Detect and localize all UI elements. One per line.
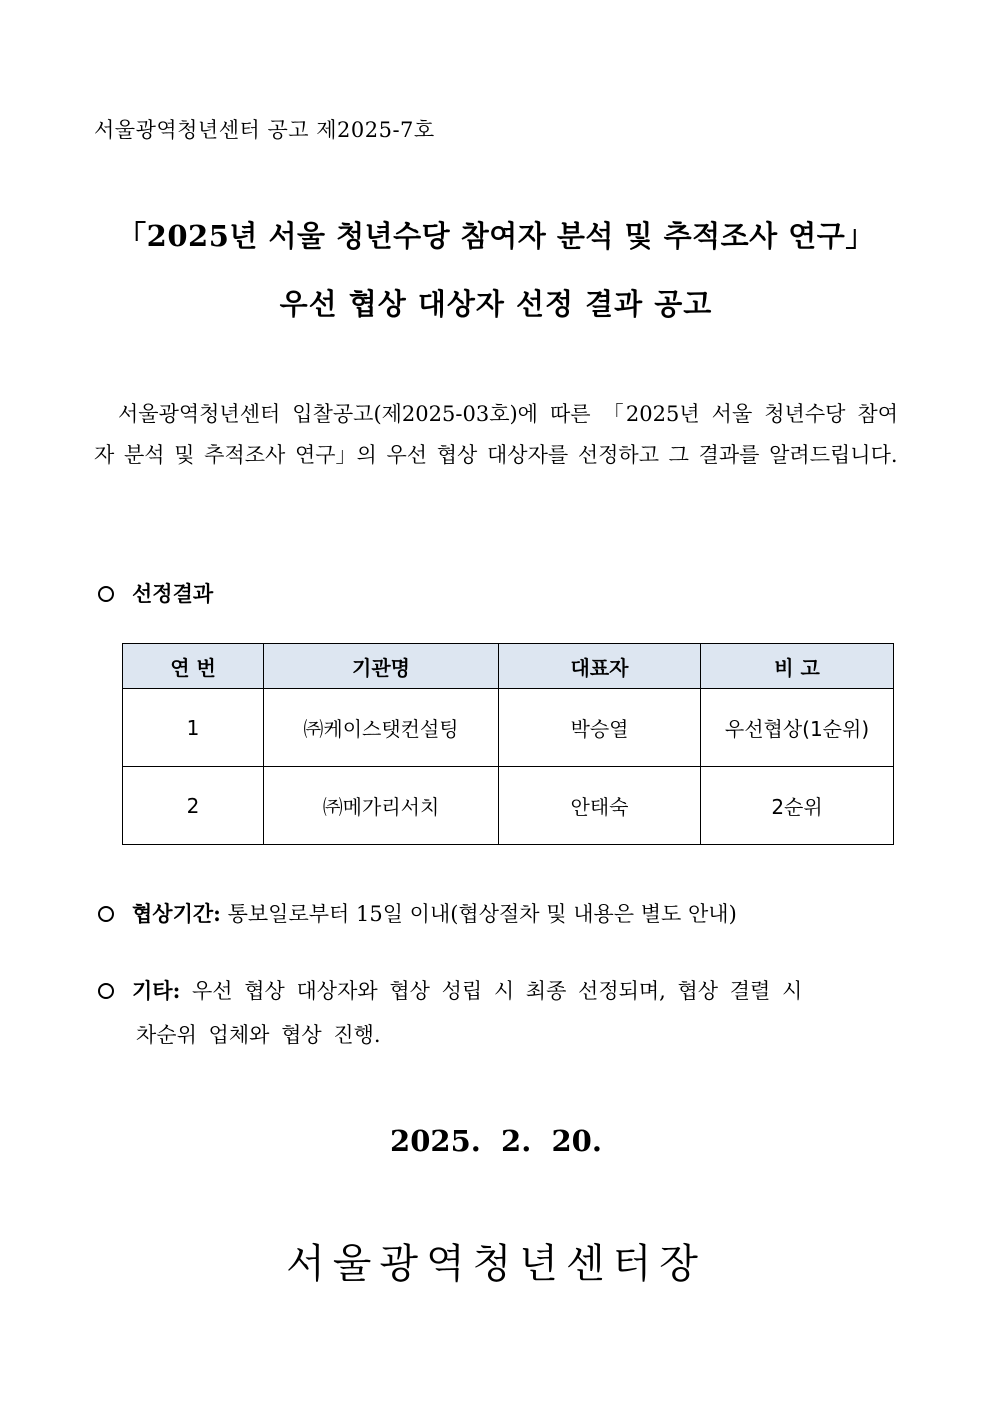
table-header-row (123, 644, 894, 689)
circle-bullet-icon (98, 586, 114, 602)
document-title-line2: 우선 협상 대상자 선정 결과 공고 (279, 287, 713, 321)
cell-serial: 1 (123, 689, 264, 767)
notice-date: 2025. 2. 20. (390, 1124, 602, 1158)
section-result (98, 578, 213, 608)
document-title-line1: 「2025년 서울 청년수당 참여자 분석 및 추적조사 연구」 (117, 219, 875, 253)
section-other-text-line2: 차순위 업체와 협상 진행. (136, 1023, 381, 1047)
section-other-label: 기타: (132, 978, 181, 1003)
section-period (98, 898, 737, 928)
section-period-text: 통보일로부터 15일 이내(협상절차 및 내용은 별도 안내) (227, 902, 737, 926)
cell-organization: ㈜케이스탯컨설팅 (264, 689, 499, 767)
cell-representative: 박승열 (499, 689, 701, 767)
issuing-organization: 서울광역청년센터장 (286, 1241, 706, 1287)
circle-bullet-icon (98, 983, 114, 999)
section-other-text-line1: 우선 협상 대상자와 협상 성립 시 최종 선정되며, 협상 결렬 시 (192, 979, 803, 1003)
notice-number: 서울광역청년센터 공고 제2025-7호 (94, 118, 435, 142)
circle-bullet-icon (98, 906, 114, 922)
header-representative: 대표자 (499, 644, 701, 689)
section-other (98, 975, 898, 1049)
intro-paragraph: 서울광역청년센터 입찰공고(제2025-03호)에 따른 「2025년 서울 청년수당 참여자 분석 및 추적조사 연구」의 우선 협상 대상자를 선정하고 그 결과를 알려드립니다. (94, 402, 898, 467)
cell-remarks: 우선협상(1순위) (701, 689, 894, 767)
cell-serial: 2 (123, 767, 264, 845)
section-period-label: 협상기간: (132, 901, 221, 926)
header-organization: 기관명 (264, 644, 499, 689)
table-row (123, 767, 894, 845)
cell-representative: 안태숙 (499, 767, 701, 845)
cell-organization: ㈜메가리서치 (264, 767, 499, 845)
header-serial: 연 번 (123, 644, 264, 689)
header-remarks: 비 고 (701, 644, 894, 689)
table-row (123, 689, 894, 767)
cell-remarks: 2순위 (701, 767, 894, 845)
section-result-heading: 선정결과 (132, 581, 214, 606)
result-table (122, 643, 894, 845)
